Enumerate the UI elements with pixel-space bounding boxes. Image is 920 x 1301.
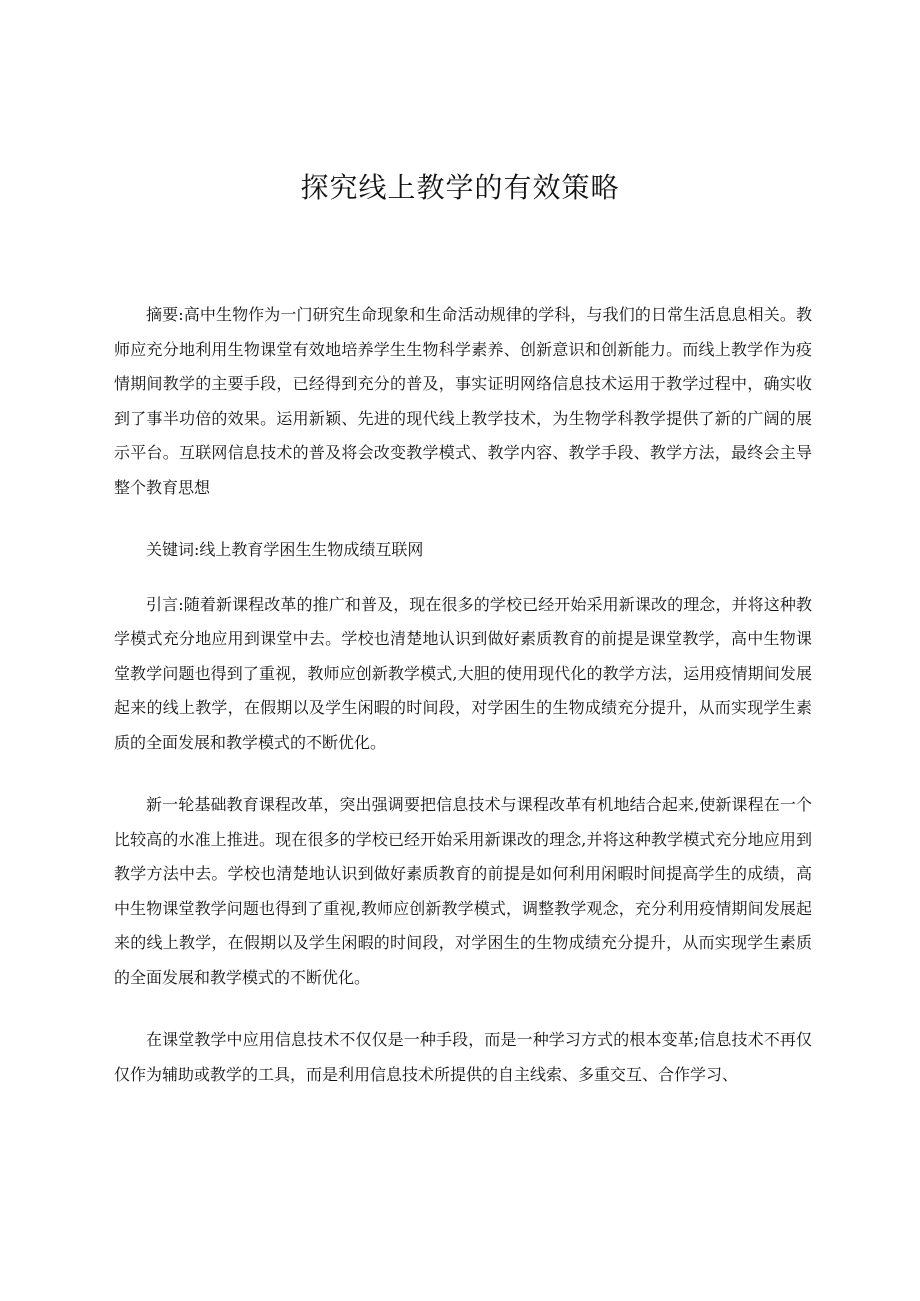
keywords-text: 线上教育学困生生物成绩互联网 [199,540,424,559]
document-title: 探究线上教学的有效策略 [300,171,620,204]
abstract-text: 高中生物作为一门研究生命现象和生命活动规律的学科，与我们的日常生活息息相关。教师应充分地利用生物课堂有效地培养学生生物科学素养、创新意识和创新能力。而线上教学作为疫情期间教学的主要手段，已经得到充分的普及，事实证明网络信息技术运用于教学过程中，确实收到了事半功倍的效果。运用新颖、先进的现代线上教学技术，为生物学科教学提供了新的广阔的展示平台。互联网信息技术的普及将会改变教学模式、教学内容、教学手段、教学方法，最终会主导整个教育思想 [114,305,812,497]
introduction-text: 随着新课程改革的推广和普及，现在很多的学校已经开始采用新课改的理念，并将这种教学模式充分地应用到课堂中去。学校也清楚地认识到做好素质教育的前提是课堂教学，高中生物课堂教学问题也得到了重视，教师应创新教学模式,大胆的使用现代化的教学方法，运用疫情期间发展起来的线上教学，在假期以及学生闲暇的时间段，对学困生的生物成绩充分提升，从而实现学生素质的全面发展和教学模式的不断优化。 [114,594,812,752]
introduction-label: 引言: [146,594,184,614]
keywords-label: 关键词: [146,540,200,559]
keywords-paragraph [114,533,812,568]
body-paragraph: 新一轮基础教育课程改革，突出强调要把信息技术与课程改革有机地结合起来,使新课程在一个比较高的水准上推进。现在很多的学校已经开始采用新课改的理念,并将这种教学模式充分地应用到教学方法中去。学校也清楚地认识到做好素质教育的前提是如何利用闲暇时间提高学生的成绩，高中生物课堂教学问题也得到了重视,教师应创新教学模式，调整教学观念，充分利用疫情期间发展起来的线上教学，在假期以及学生闲暇的时间段，对学困生的生物成绩充分提升，从而实现学生素质的全面发展和教学模式的不断优化。 [114,795,812,987]
introduction-paragraph [114,588,812,761]
document-body [114,298,812,1120]
abstract-label: 摘要: [146,305,184,324]
abstract-paragraph [114,298,812,505]
body-paragraph: 在课堂教学中应用信息技术不仅仅是一种手段，而是一种学习方式的根本变革;信息技术不再仅仅作为辅助或教学的工具，而是利用信息技术所提供的自主线索、多重交互、合作学习、 [114,1030,812,1084]
